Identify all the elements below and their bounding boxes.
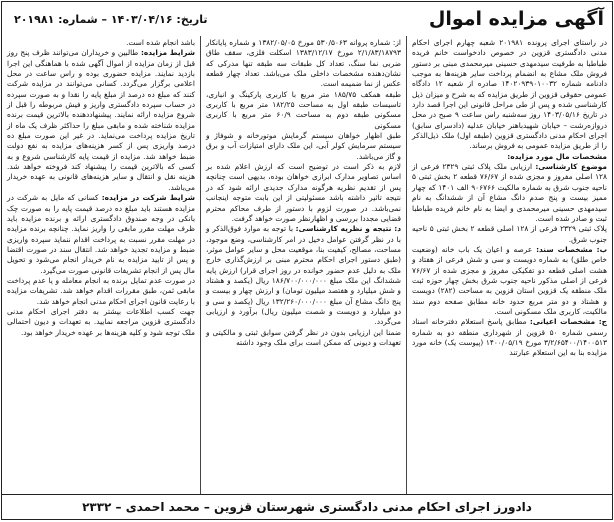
auction-notice (1, 1, 613, 520)
mid-paragraph-1: از: شماره پروانه ۵۳۰/۵۰۶۳ مورخ ۱۳۸۲/۰۵/۰۵ و شماره پایانکار ۲/۱/۸۳/۱۸۷۹۳ مورخ ۱۳۸۳/۱۲/۱۷ اسکلت فلزی، سقف طاق ضربی نما سنگ، تعداد کل طبقات سه طبقه تنها مدرکی که نشان‌دهنده مشخصات داخلی ملک می‌باشد. تعداد چهار قطعه عکس از نما ضمیمه است. (206, 38, 401, 89)
conclusion-heading: د: نتیجه و نظریه کارشناسی: (295, 224, 401, 234)
columns (2, 36, 612, 495)
intro-paragraph: در راستای اجرای پرونده ۲۰۱۹۸۱ شعبه چهارم اجرای احکام مدنی دادگستری قزوین در خصوص دادخواست خانم فریده طباطبا به طرفیت سیدمهدی حسینی میرمحمدی مبنی بر دستور فروش ملک مشاع به انضمام پرداخت سایر هزینه‌ها به موجب دادنامه شماره ۱۴۰۲۰۹۳۹۰۱۰۰۳۲ صادره از شعبه ۱۲ دادگاه عمومی حقوقی قزوین از طریق مزایده که به شرح و میزان ذیل کارشناسی شده و پس از طی مراحل قانونی این اجرا قصد دارد در تاریخ ۱۴۰۳/۰۵/۱۶ روز سه‌شنبه راس ساعت ۹ صبح در محل دروازه‌رشت – خیابان شهیدباهنر خیابان عدلیه (دادسرای سابق) اجرای احکام مدنی دادگستری قزوین (طبقه اول) ملک ذیل‌الذکر را از طریق مزایده عمومی به فروش برساند. (412, 38, 608, 151)
terms-text: طالبین و خریداران می‌توانند ظرف پنج روز قبل از زمان مزایده از اموال آگهی شده با هماهنگی این اجرا بازدید نمایند. مزایده حضوری بوده و راس ساعت در محل اعلامی برگزار می‌گردد. کسانی می‌توانند در مزایده شرکت کنند که مبلغ ده درصد از مبلغ پایه را نقدا و به صورت سپرده در حساب سپرده دادگستری واریز و فیش مربوطه را قبل از شروع مزایده ارائه نمایند. پیشنهاددهنده بالاترین قیمت برنده مزایده شناخته شده و مابقی مبلغ را حداکثر ظرف یک ماه از تاریخ مزایده پرداخت می‌نماید. در غیر این صورت مبلغ ده درصد واریزی پس از کسر هزینه‌های مزایده به نفع دولت ضبط خواهد شد. مزایده از قیمت پایه کارشناسی شروع و به کسی که بالاترین قیمت را پیشنهاد کند فروخته خواهد شد. هزینه نقل و انتقال و سایر هزینه‌های قانونی به عهده خریدار می‌باشد. (7, 48, 195, 192)
mid-paragraph-4: لازم به ذکر است در توضیح است که ارزش اعلام شده بر اساس تصاویر مدارک ابرازی خواهان بوده، بدیهی است چنانچه پس از تقدیم نظریه هرگونه مدارک جدیدی ارائه شود که در نتیجه تاثیر داشته باشد مسئولیتی از این بابت متوجه اینجانب نمی‌باشد. در صورت لزوم با دستور از طرف محاکم محترم قضایی مجددا بررسی و اظهارنظر صورت خواهد گرفت. (206, 162, 401, 223)
notice-title: آگهی مزایده اموال (428, 8, 604, 30)
building-specs-heading: ج: مشخصات اعیانی: (529, 317, 607, 327)
mid-paragraph-3: طبق اظهار خواهان سیستم گرمایش موتورخانه و شوفاژ و سیستم سرمایش کولر آبی، این ملک دارای امتیازات آب و برق و گاز می‌باشد. (206, 131, 401, 161)
header-bar (2, 2, 612, 36)
deed-specs-heading: ب: مشخصات سند: (536, 244, 607, 254)
participation-heading: شرایط شرکت در مزایده: (101, 193, 195, 203)
participation-text: کسانی که مایل به شرکت در مزایده هستند باید مبلغ ده درصد قیمت پایه را به صورت چک بانکی در وجه صندوق دادگستری ارائه و برنده مزایده باید ظرف مهلت مقرر مابقی را واریز نماید. چنانچه برنده مزایده در مهلت مقرر نسبت به پرداخت اقدام ننماید سپرده واریزی ضبط و مزایده تجدید خواهد شد. انتقال سند در صورت اقتضا و پس از تایید مزایده به نام خریدار انجام می‌شود و تحویل مال پس از انجام تشریفات قانونی صورت می‌گیرد. (7, 193, 195, 275)
column-right (406, 36, 612, 495)
date-number-line: تاریخ: ۱۴۰۳/۰۴/۱۶ – شماره: ۲۰۱۹۸۱ (14, 12, 208, 26)
registration-text: پلاک ثبتی ۲۳۲۹ فرعی از ۱۲۸ اصلی قطعه ۲ بخش ثبتی ۵ ناحیه جنوب شرق. (412, 224, 607, 244)
mid-paragraph-2: طبقه همکف ۱۸۵/۷۵ متر مربع با کاربری پارکینگ و انباری، تاسیسات طبقه اول به مساحت ۱۸۲/۲۵ متر مربع با کاربری مسکونی طبقه دوم به مساحت ۶۰/۹ متر مربع با کاربری مسکونی (206, 89, 401, 130)
property-heading: مشخصات مال مورد مزایده: (507, 151, 607, 161)
left-paragraph-1: باشد انجام شده است. (126, 38, 195, 47)
subject-text: ارزیابی ملک پلاک ثبتی ۲۳۲۹ فرعی از ۱۲۸ اصلی مفروز و مجزی شده از ۷۶/۶۷ قطعه ۲ بخش ثبتی ۵ ناحیه جنوب شرق به شماره مالکیت ۹۰۶۷۶۶ الف ۱۴۰۱ که چهار ممیز بیست و پنج صدم دانگ مشاع آن از ششدانگ به نام سیدمهدی حسینی میرمحمدی و ایضا به نام خانم فریده طباطبا ثبت و صادر شده است. (412, 162, 607, 223)
subject-heading: موضوع کارشناسی: (535, 162, 607, 172)
conclusion-text: با توجه به موارد فوق‌الذکر و با در نظر گرفتن عوامل دخیل در امر کارشناسی، وضع موجود، مساحت، مصالح، کیفیت بنا، موقعیت محل و سایر عوامل موثر، (طبق دستور اجرای احکام محترم مبنی بر ارزش‌گذاری خارج ملک به دلیل عدم حضور خوانده در روز اجرای قرار) ارزش پایه ششدانگ این ملک مبلغ ۱۸۶/۷۰۰/۰۰۰/۰۰۰ ریال (یکصد و هشتاد و شش میلیارد و هفتصد میلیون تومان) و ارزش چهار و بیست و پنج دانگ مشاع آن مبلغ ۱۳۲/۲۶۰/۰۰۰/۰۰۰ ریال (یکصد و سی و دو میلیارد و دویست و شصت میلیون ریال) برآورد و ارزیابی می‌گردد. (206, 224, 401, 327)
signature-footer: دادورز اجرای احکام مدنی دادگستری شهرستان قزوین – محمد احمدی – ۲۳۳۲ (2, 494, 612, 519)
left-paragraph-4: در صورت عدم تمایل برنده به انجام معامله و یا عدم پرداخت مابقی ثمن، طبق مقررات اقدام خواهد شد. تشریفات مزایده با رعایت قانون اجرای احکام مدنی انجام خواهد شد. (7, 275, 195, 306)
column-middle (200, 36, 406, 495)
terms-heading: شرایط مزایده: (140, 48, 195, 58)
mid-paragraph-5: ضمنا این ارزیابی بدون در نظر گرفتن سوابق ثبتی و مالکیتی و تعهدات و دیونی که ممکن است برای ملک وجود داشته (206, 327, 401, 347)
deed-specs-text: عرصه و اعیان یک باب خانه (وضعیت خاص طلق) به شماره دویست و سی و شش فرعی از هفتاد و هشت اصلی قطعه دو تفکیکی مفروز و مجزی شده از ۷۶/۶۷ فرعی از اصلی مذکور ناحیه جنوب شرق بخش چهار حوزه ثبت ملک منطقه یک قزوین استان قزوین به مساحت (۲۸۲) دویست و هشتاد و دو متر مربع حدود خانه مطابق صفحه دوم سند مالکیت، کاربری ملک مسکونی است. (412, 244, 608, 316)
left-paragraph-5: جهت کسب اطلاعات بیشتر به دفتر اجرای احکام مدنی دادگستری قزوین مراجعه نمایید. به تعهدات و دیون احتمالی ملک توجه شود و کلیه هزینه‌ها بر عهده خریدار خواهد بود. (7, 306, 195, 337)
building-specs-text: مطابق پاسخ استعلام دفترخانه اسناد رسمی شماره ۵۰ قزوین از شهرداری منطقه دو به شماره ۳/۲/۶۵۴۰۰/۱۴۰۰۵۱۳ مورخ ۱۴۰۰/۰۵/۱۹ (پیوست یک) خانه مورد مزایده بنا به این استعلام عبارتند (412, 317, 607, 358)
column-left (2, 36, 200, 495)
